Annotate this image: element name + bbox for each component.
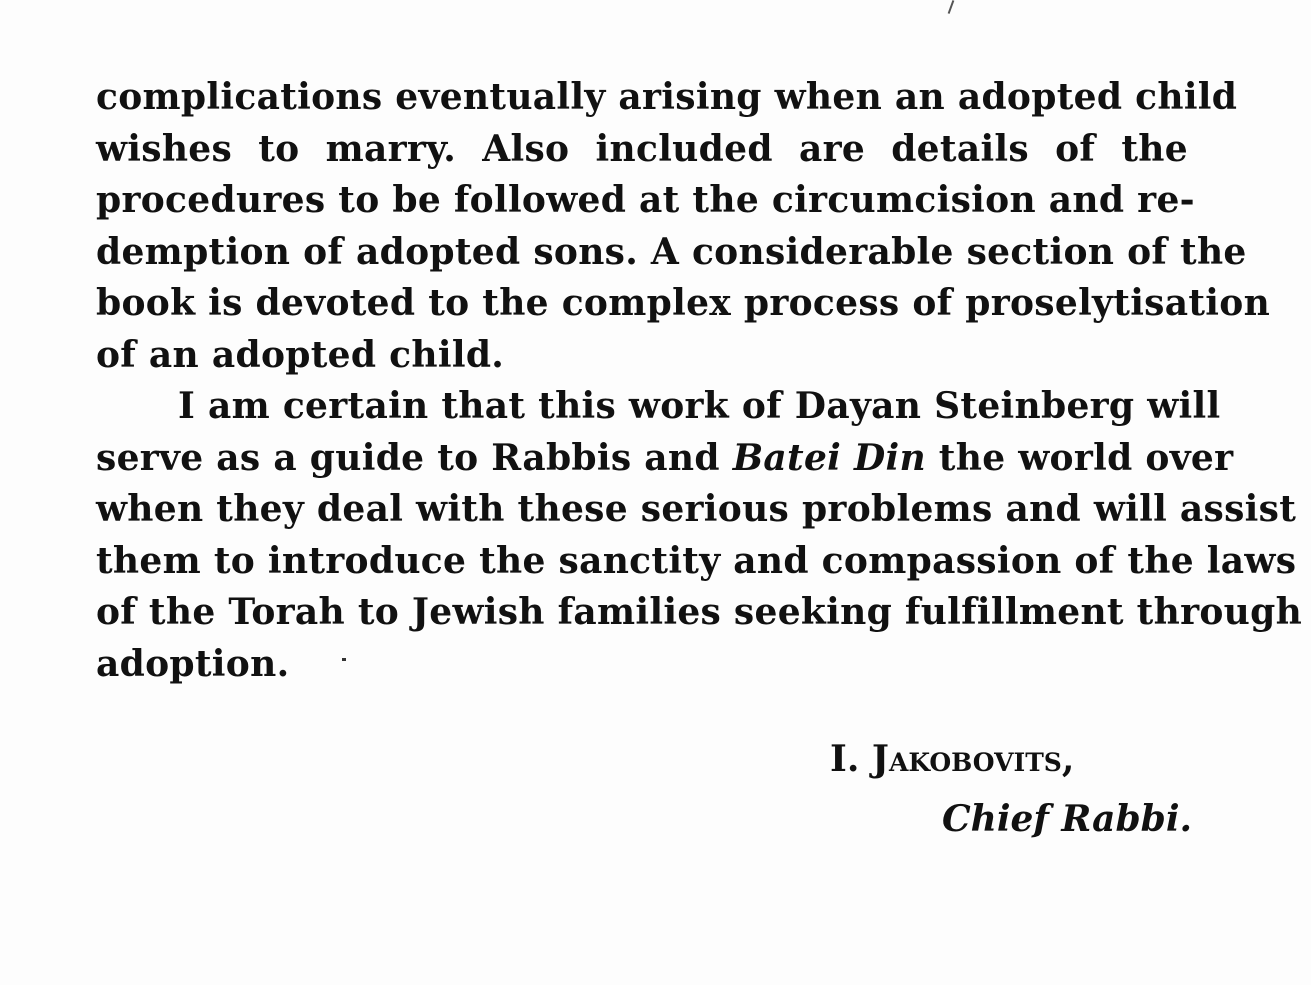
paragraph-1-line: of an adopted child. [96, 333, 505, 376]
paragraph-1-line: complications eventually arising when an adopted child [96, 76, 1238, 118]
paragraph-1-line: wishes to marry. Also included are details of the [96, 127, 1188, 170]
scan-mark [948, 0, 955, 14]
paragraph-2-line: adoption. [96, 642, 290, 685]
paragraph-2-line: them to introduce the sanctity and compassion of the laws [96, 539, 1297, 582]
signature-name: I. Jakobovits, [830, 738, 1075, 780]
signature-title: Chief Rabbi. [942, 798, 1193, 840]
paragraph-1-line: procedures to be followed at the circumcision and re- [96, 179, 1195, 221]
paragraph-2-line [96, 433, 1234, 485]
text-run: the world over [925, 436, 1234, 479]
paragraph-2-line: of the Torah to Jewish families seeking fulfillment through [96, 591, 1303, 633]
batei-din-term: Batei Din [732, 436, 926, 479]
body-text [96, 72, 1303, 690]
paragraph-1-line: book is devoted to the complex process of proselytisation [96, 282, 1271, 324]
paragraph-2-line: I am certain that this work of Dayan Steinberg will [178, 385, 1221, 427]
paragraph-2-line: when they deal with these serious problems and will assist [96, 488, 1297, 530]
paragraph-1-line: demption of adopted sons. A considerable section of the [96, 230, 1247, 273]
text-run: serve as a guide to Rabbis and [96, 436, 733, 479]
